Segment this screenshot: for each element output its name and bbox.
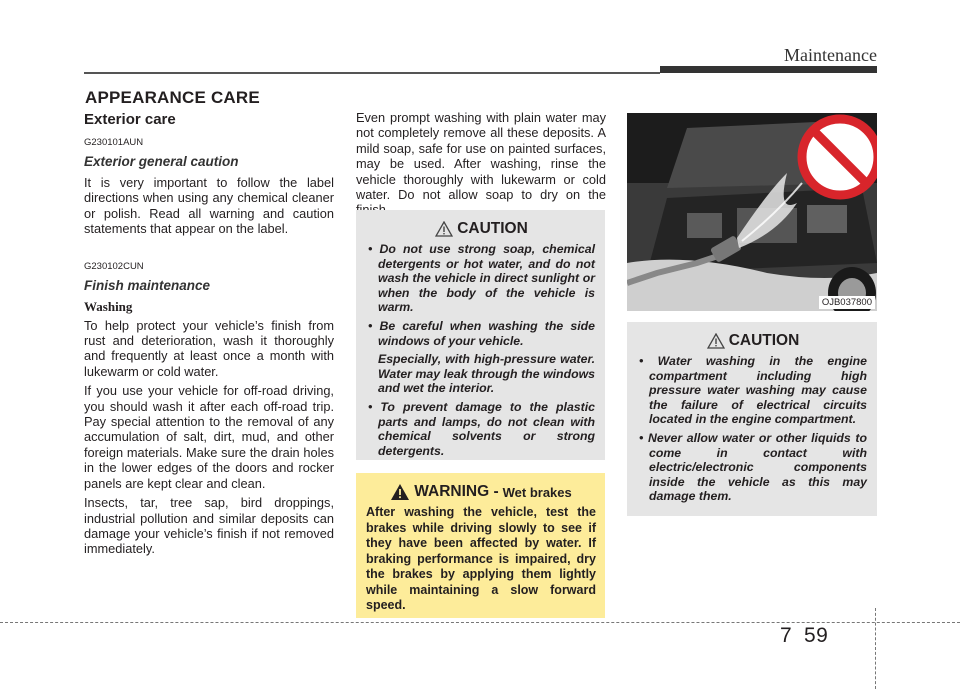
column-right <box>627 113 877 311</box>
subheading-washing: Washing <box>84 298 133 314</box>
warning-triangle-icon <box>390 483 410 501</box>
header-rule <box>84 72 660 74</box>
chapter-number: 7 <box>780 624 793 647</box>
page-number: 59 <box>804 624 829 647</box>
caution-title: CAUTION <box>728 332 800 349</box>
caution-header <box>639 332 867 350</box>
footer-rule <box>0 622 960 623</box>
paragraph: It is very important to follow the label directions when using any chemical cleaner or polish. Read all warning and caution statements that appear on the label. <box>84 175 334 237</box>
warning-subtitle: Wet brakes <box>502 484 572 500</box>
column-left <box>84 110 334 561</box>
engine-bay-illustration <box>627 113 877 311</box>
page-title: APPEARANCE CARE <box>85 88 260 107</box>
reference-code: G230101AUN <box>84 137 144 148</box>
caution-item: • Never allow water or other liquids to come in contact with electric/electronic components inside the vehicle as this may damage them. <box>639 430 867 504</box>
column-middle <box>356 110 606 222</box>
subheading-general-caution: Exterior general caution <box>84 154 239 169</box>
paragraph: Even prompt washing with plain water may not completely remove all these deposits. A mild soap, safe for use on painted surfaces, may be used. After washing, rinse the vehicle thoroughly with lukewarm or cold water. Do not allow soap to dry on the <box>356 110 606 203</box>
header-rule-bold <box>660 66 877 73</box>
section-label: Maintenance <box>784 45 877 65</box>
caution-item: • Be careful when washing the side windows of your vehicle. Especially, with high-pressure water. Water may leak through the windows and wet the interior. <box>368 318 595 396</box>
caution-item: • Water washing in the engine compartment including high pressure water washing may cause the failure of electrical circuits located in the engine compartment. <box>639 354 867 427</box>
warning-header <box>366 483 596 501</box>
footer-divider <box>875 608 876 689</box>
caution-item: • Do not use strong soap, chemical detergents or hot water, and do not wash the vehicle in direct sunlight or when the body of the vehicle is warm. <box>368 242 595 315</box>
warning-title: WARNING - <box>414 483 499 500</box>
subheading-finish-maintenance: Finish maintenance <box>84 277 211 293</box>
warning-text: After washing the vehicle, test the brakes while driving slowly to see if they have been affected by water. If braking performance is impaired, dry the brakes by applying them lightly while maintaining a slow forward speed. <box>366 505 596 612</box>
reference-code: G230102CUN <box>84 260 144 272</box>
caution-header <box>368 220 595 238</box>
caution-item: • To prevent damage to the plastic parts and lamps, do not clean with chemical solvents or strong detergents. <box>368 399 595 458</box>
paragraph: Insects, tar, tree sap, bird droppings, industrial pollution and similar deposits can damage your vehicle’s finish if not removed immediately. <box>84 495 334 557</box>
heading-exterior-care: Exterior care <box>84 111 176 128</box>
warning-box <box>356 473 605 618</box>
image-caption: OJB037800 <box>819 296 875 309</box>
engine-washing-image <box>627 113 877 311</box>
paragraph: If you use your vehicle for off-road driving, you should wash it after each off-road trip. Pay special attention to the removal of any accumulation of salt, dirt, mud, and other foreign materials. Make sure the drain holes in the lower edges of the doors and rocker panels are kept clear and clean. <box>84 383 334 491</box>
caution-title: CAUTION <box>457 220 528 237</box>
caution-triangle-icon <box>435 221 453 237</box>
caution-box-engine <box>627 322 877 516</box>
paragraph: To help protect your vehicle’s finish from rust and deterioration, wash it thoroughly and frequently at least once a month with lukewarm or cold water. <box>84 317 334 379</box>
caution-box <box>356 210 605 460</box>
caution-triangle-icon <box>707 333 725 349</box>
